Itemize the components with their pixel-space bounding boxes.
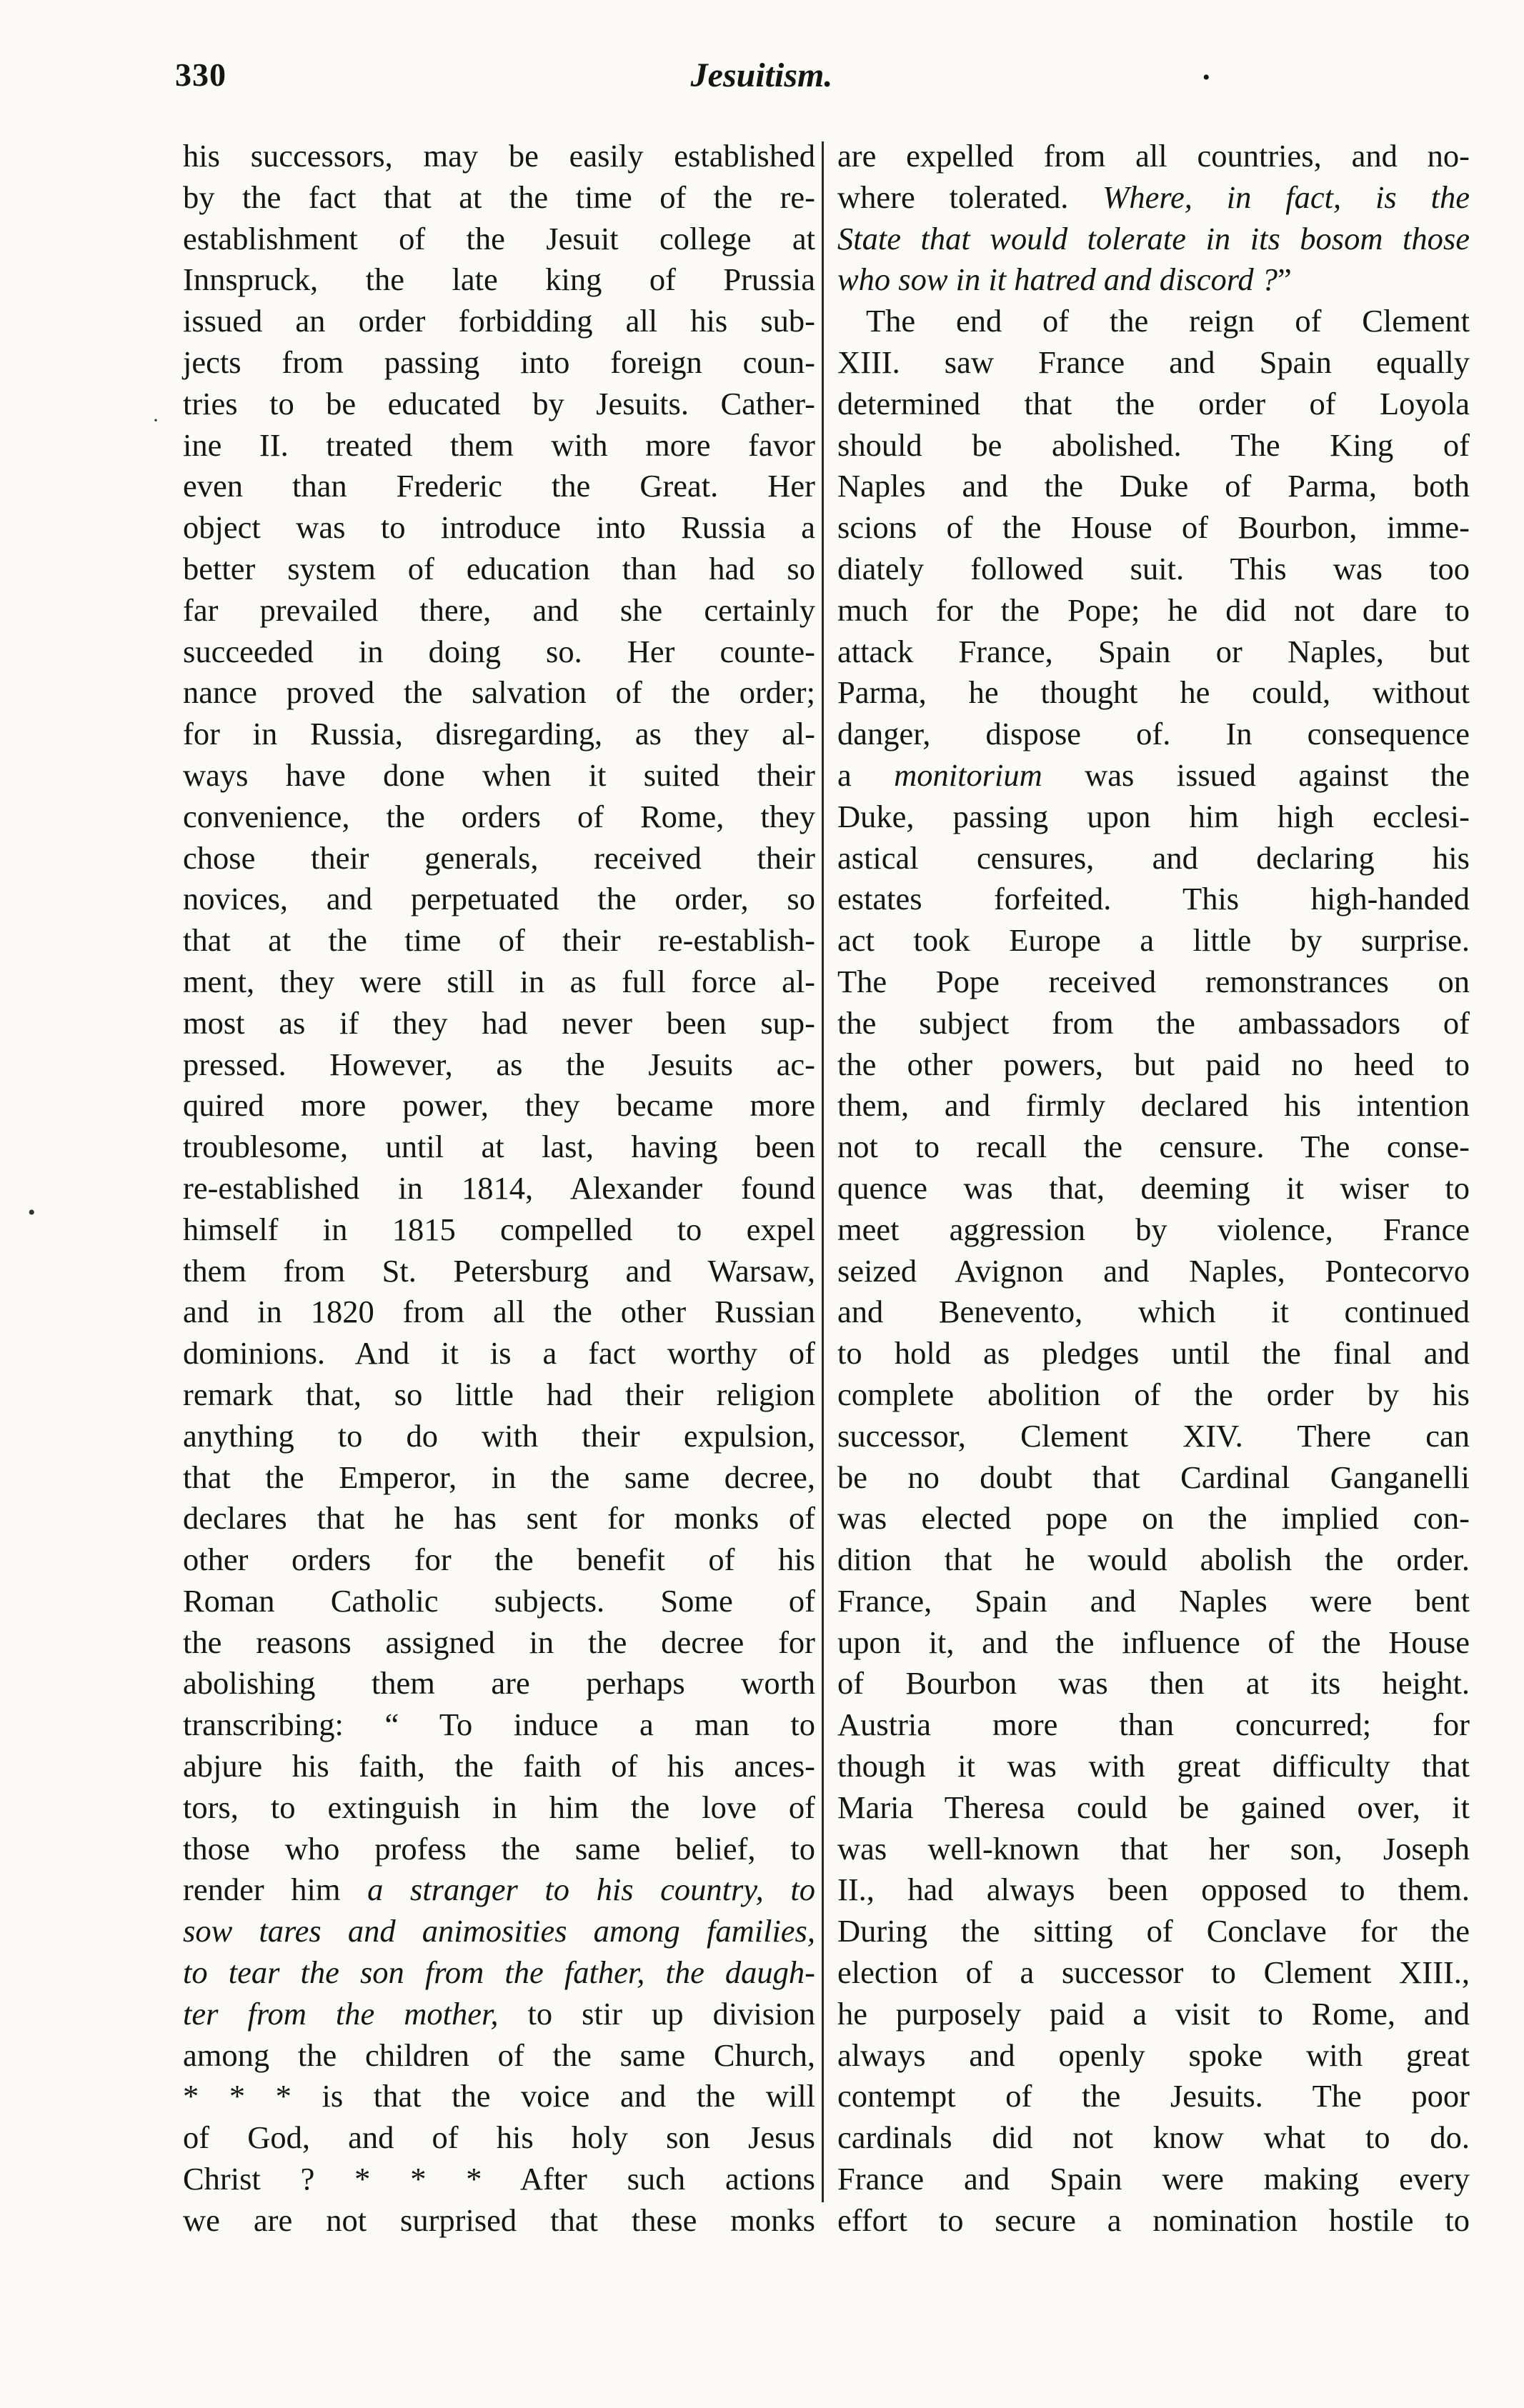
italic-quote-segment: Where, in fact, is the [1102,179,1470,215]
text-line: other orders for the benefit of his [183,1542,815,1578]
text-line: estates forfeited. This high-handed [837,881,1470,917]
text-line: quence was that, deeming it wiser to [837,1169,1470,1206]
text-line: even than Frederic the Great. Her [183,468,815,504]
left-text-column [183,136,815,2242]
text-line: France and Spain were making every [837,2161,1470,2197]
text-line: seized Avignon and Naples, Pontecorvo [837,1252,1470,1289]
text-line [183,1952,815,1994]
text-line: are expelled from all countries, and no- [837,138,1470,174]
text-line: complete abolition of the order by his [837,1376,1470,1412]
text-line: novices, and perpetuated the order, so [183,881,815,917]
text-line: II., had always been opposed to them. [837,1872,1470,1908]
page-number: 330 [175,56,226,93]
italic-quote-segment: to tear the son from the father, the daugh- [183,1954,815,1991]
text-line: ways have done when it suited their [183,756,815,793]
column-divider [822,141,824,2202]
running-title: Jesuitism. [690,56,833,94]
text-line: himself in 1815 compelled to expel [183,1211,815,1247]
text-line: ment, they were still in as full force al- [183,963,815,999]
text-line: transcribing: “ To induce a man to [183,1707,815,1743]
text-line: convenience, the orders of Rome, they [183,798,815,834]
text-line: that at the time of their re-establish- [183,922,815,959]
text-line: of Bourbon was then at its height. [837,1665,1470,1702]
text-line: was well-known that her son, Joseph [837,1830,1470,1867]
text-line: quired more power, they became more [183,1087,815,1124]
text-line: establishment of the Jesuit college at [183,220,815,256]
text-line: France, Spain and Naples were bent [837,1582,1470,1619]
text-line [183,1911,815,1952]
text-line: cardinals did not know what to do. [837,2119,1470,2156]
text-line: dominions. And it is a fact worthy of [183,1335,815,1372]
text-line: issued an order forbidding all his sub- [183,303,815,339]
text-line: was elected pope on the implied con- [837,1500,1470,1537]
text-line: Duke, passing upon him high ecclesi- [837,798,1470,834]
text-line: XIII. saw France and Spain equally [837,344,1470,380]
text-line: The end of the reign of Clement [866,303,1470,339]
text-line: meet aggression by violence, France [837,1211,1470,1247]
text-line: should be abolished. The King of [837,426,1470,463]
text-line: that the Emperor, in the same decree, [183,1459,815,1495]
italic-quote-segment: a stranger to his country, to [367,1872,815,1908]
text-line: the other powers, but paid no heed to [837,1046,1470,1082]
text-line: determined that the order of Loyola [837,385,1470,421]
text-line [837,259,1470,301]
text-line: we are not surprised that these monks [183,2202,815,2238]
text-line: re-established in 1814, Alexander found [183,1169,815,1206]
text-line: much for the Pope; he did not dare to [837,591,1470,628]
text-line: and Benevento, which it continued [837,1294,1470,1330]
text-line: not to recall the censure. The conse- [837,1129,1470,1165]
text-line: jects from passing into foreign coun- [183,344,815,380]
margin-speck: • [28,1201,36,1224]
text-line: Naples and the Duke of Parma, both [837,468,1470,504]
text-line: be no doubt that Cardinal Ganganelli [837,1459,1470,1495]
text-line: the reasons assigned in the decree for [183,1624,815,1660]
text-line: tors, to extinguish in him the love of [183,1789,815,1825]
text-line: among the children of the same Church, [183,2037,815,2073]
text-line: abolishing them are perhaps worth [183,1665,815,1702]
text-line: astical censures, and declaring his [837,839,1470,876]
line-text-segment: where tolerated. [837,179,1103,215]
margin-speck: · [152,409,159,432]
italic-quote-segment: sow tares and animosities among families, [183,1913,815,1949]
text-line: remark that, so little had their religion [183,1376,815,1412]
text-line: During the sitting of Conclave for the [837,1913,1470,1949]
text-line: far prevailed there, and she certainly [183,591,815,628]
text-line: Innspruck, the late king of Prussia [183,261,815,298]
text-line: successor, Clement XIV. There can [837,1417,1470,1454]
text-line: to hold as pledges until the final and [837,1335,1470,1372]
text-line: Christ ? * * * After such actions [183,2161,815,2197]
line-text-segment: to stir up division [498,1995,815,2032]
text-line: tries to be educated by Jesuits. Cather- [183,385,815,421]
text-line: The Pope received remonstrances on [837,963,1470,999]
text-line [183,1869,815,1911]
text-line: chose their generals, received their [183,839,815,876]
italic-quote-segment: monitorium [894,756,1042,793]
text-line [837,755,1470,796]
text-line: attack France, Spain or Naples, but [837,633,1470,669]
text-line: ine II. treated them with more favor [183,426,815,463]
right-text-column [837,136,1470,2242]
text-line: Parma, he thought he could, without [837,674,1470,711]
text-line: of God, and of his holy son Jesus [183,2119,815,2156]
text-line: danger, dispose of. In consequence [837,716,1470,752]
text-line: election of a successor to Clement XIII., [837,1954,1470,1991]
text-line: and in 1820 from all the other Russian [183,1294,815,1330]
text-line [183,1994,815,2035]
text-line: for in Russia, disregarding, as they al- [183,716,815,752]
text-line: though it was with great difficulty that [837,1748,1470,1784]
text-line: Roman Catholic subjects. Some of [183,1582,815,1619]
text-line: succeeded in doing so. Her counte- [183,633,815,669]
text-line: better system of education than had so [183,550,815,586]
text-line: effort to secure a nomination hostile to [837,2202,1470,2238]
italic-quote-segment: who sow in it hatred and discord ? [837,261,1278,298]
text-line: contempt of the Jesuits. The poor [837,2078,1470,2114]
text-line: the subject from the ambassadors of [837,1004,1470,1041]
text-line: nance proved the salvation of the order; [183,674,815,711]
text-line: always and openly spoke with great [837,2037,1470,2073]
text-line: pressed. However, as the Jesuits ac- [183,1046,815,1082]
text-line: his successors, may be easily established [183,138,815,174]
line-text-segment: ” [1278,261,1292,298]
text-line: upon it, and the influence of the House [837,1624,1470,1660]
text-line: Austria more than concurred; for [837,1707,1470,1743]
line-text-segment: a [837,756,895,793]
text-line: troublesome, until at last, having been [183,1129,815,1165]
text-line: those who profess the same belief, to [183,1830,815,1867]
text-line: by the fact that at the time of the re- [183,179,815,215]
text-line: Maria Theresa could be gained over, it [837,1789,1470,1825]
text-line: diately followed suit. This was too [837,550,1470,586]
italic-quote-segment: ter from the mother, [183,1995,499,2032]
text-line: them, and firmly declared his intention [837,1087,1470,1124]
text-line: he purposely paid a visit to Rome, and [837,1995,1470,2032]
line-text-segment: render him [183,1872,368,1908]
page-header [0,56,1524,113]
text-line: act took Europe a little by surprise. [837,922,1470,959]
text-line [837,219,1470,260]
text-line: * * * is that the voice and the will [183,2078,815,2114]
text-line: declares that he has sent for monks of [183,1500,815,1537]
line-text-segment: was issued against the [1042,756,1470,793]
text-line: most as if they had never been sup- [183,1004,815,1041]
text-line [837,177,1470,219]
italic-quote-segment: State that would tolerate in its bosom those [837,220,1470,256]
text-line: abjure his faith, the faith of his ances- [183,1748,815,1784]
text-line: anything to do with their expulsion, [183,1417,815,1454]
text-line: them from St. Petersburg and Warsaw, [183,1252,815,1289]
text-line: object was to introduce into Russia a [183,509,815,546]
header-dot-mark: • [1202,66,1210,89]
text-line: dition that he would abolish the order. [837,1542,1470,1578]
text-line: scions of the House of Bourbon, imme- [837,509,1470,546]
